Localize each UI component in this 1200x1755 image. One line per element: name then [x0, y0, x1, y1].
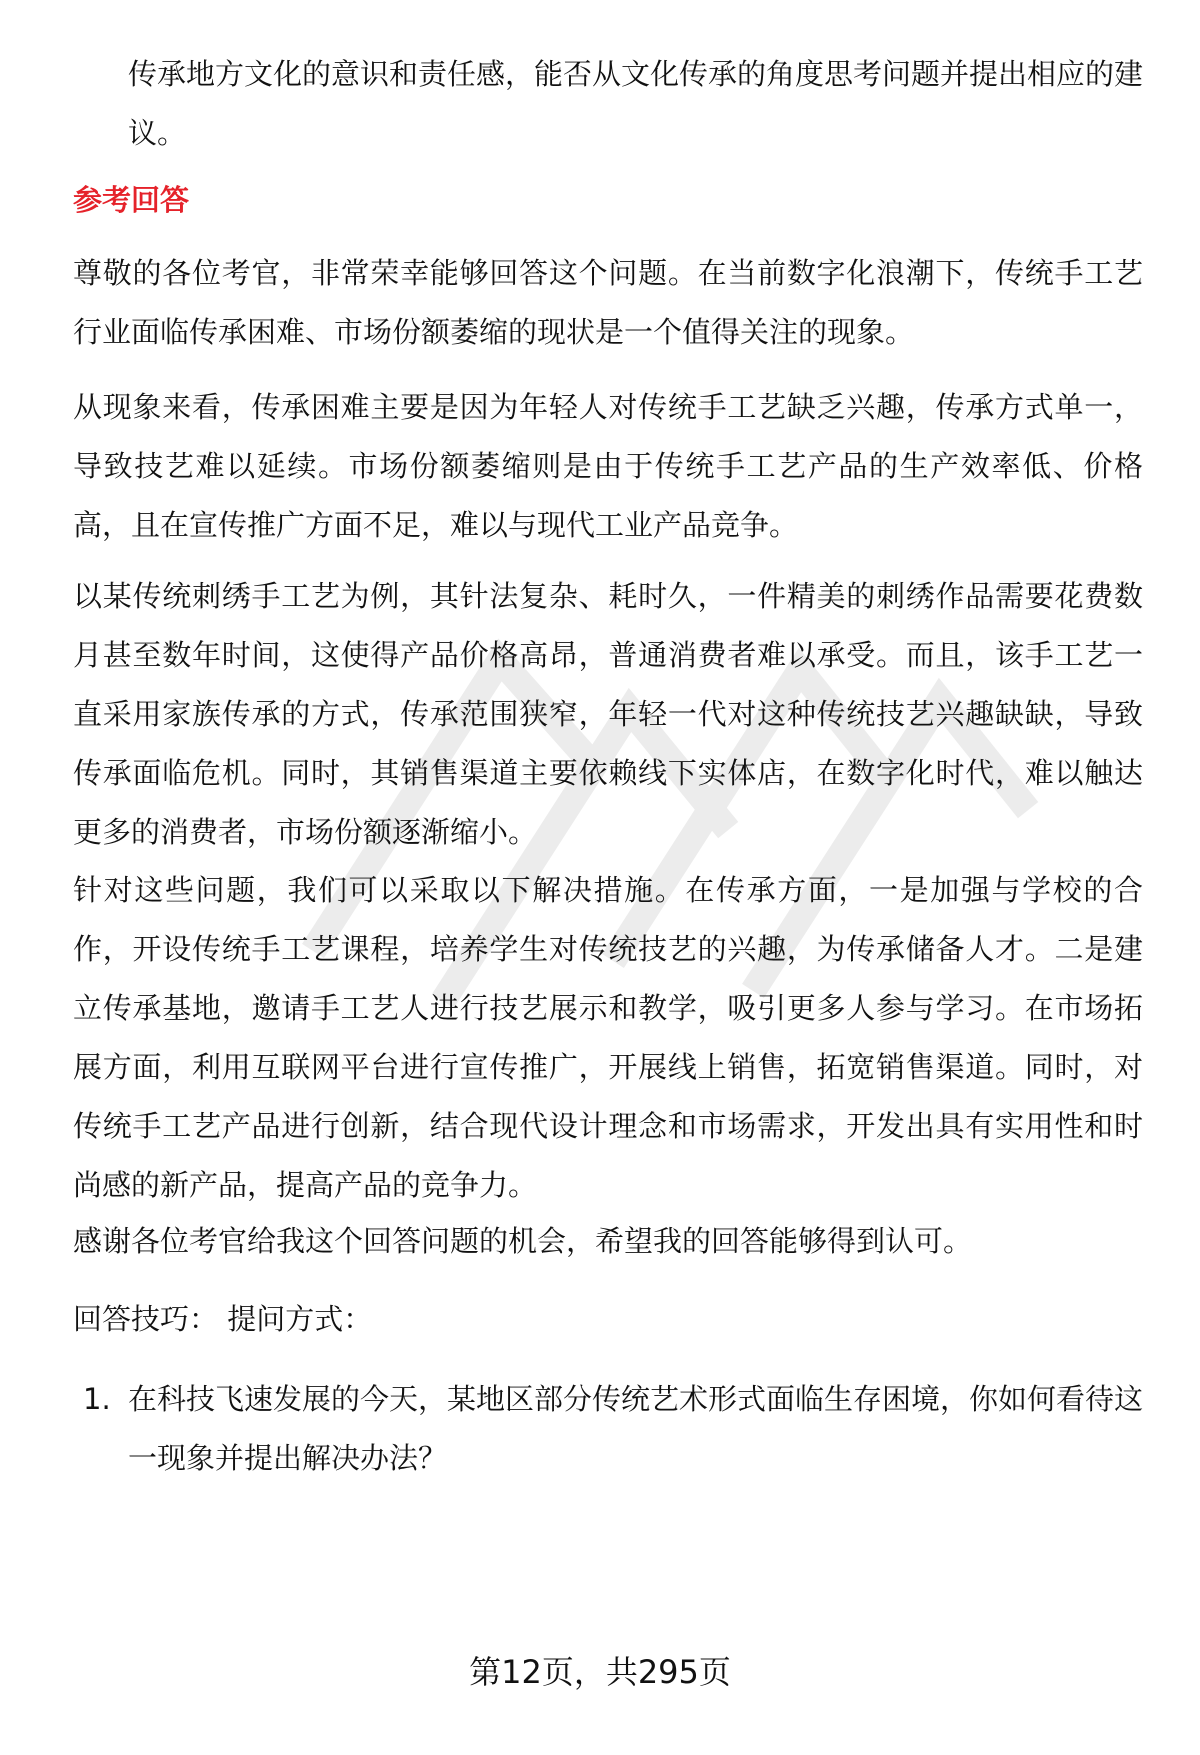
tips-label: 回答技巧： 提问方式：: [73, 1302, 373, 1336]
paragraph-analysis: 从现象来看，传承困难主要是因为年轻人对传统手工艺缺乏兴趣，传承方式单一，导致技艺难以延续。市场份额萎缩则是由于传统手工艺产品的生产效率低、价格高，且在宣传推广方面不足，难以与现代工业产品竞争。: [73, 390, 1143, 542]
intro-continuation: 传承地方文化的意识和责任感，能否从文化传承的角度思考问题并提出相应的建议。: [128, 57, 1144, 150]
answer-heading: 参考回答: [73, 183, 190, 217]
paragraph-closing: 感谢各位考官给我这个回答问题的机会，希望我的回答能够得到认可。: [73, 1224, 973, 1258]
paragraph-solutions: 针对这些问题，我们可以采取以下解决措施。在传承方面，一是加强与学校的合作，开设传统手工艺课程，培养学生对传统技艺的兴趣，为传承储备人才。二是建立传承基地，邀请手工艺人进行技艺展示和教学，吸引更多人参与学习。在市场拓展方面，利用互联网平台进行宣传推广，开展线上销售，拓宽销售渠道。同时，对传统手工艺产品进行创新，结合现代设计理念和市场需求，开发出具有实用性和时尚感的新产品，提高产品的竞争力。: [73, 873, 1143, 1202]
list-item-text: 在科技飞速发展的今天，某地区部分传统艺术形式面临生存困境，你如何看待这一现象并提出解决办法？: [128, 1382, 1144, 1475]
paragraph-example: 以某传统刺绣手工艺为例，其针法复杂、耗时久，一件精美的刺绣作品需要花费数月甚至数年时间，这使得产品价格高昂，普通消费者难以承受。而且，该手工艺一直采用家族传承的方式，传承范围狭窄，年轻一代对这种传统技艺兴趣缺缺，导致传承面临危机。同时，其销售渠道主要依赖线下实体店，在数字化时代，难以触达更多的消费者，市场份额逐渐缩小。: [73, 579, 1143, 849]
page-footer: 第12页，共295页: [469, 1653, 731, 1691]
paragraph-greeting: 尊敬的各位考官，非常荣幸能够回答这个问题。在当前数字化浪潮下，传统手工艺行业面临传承困难、市场份额萎缩的现状是一个值得关注的现象。: [73, 256, 1143, 349]
list-item-number: 1.: [83, 1382, 111, 1416]
